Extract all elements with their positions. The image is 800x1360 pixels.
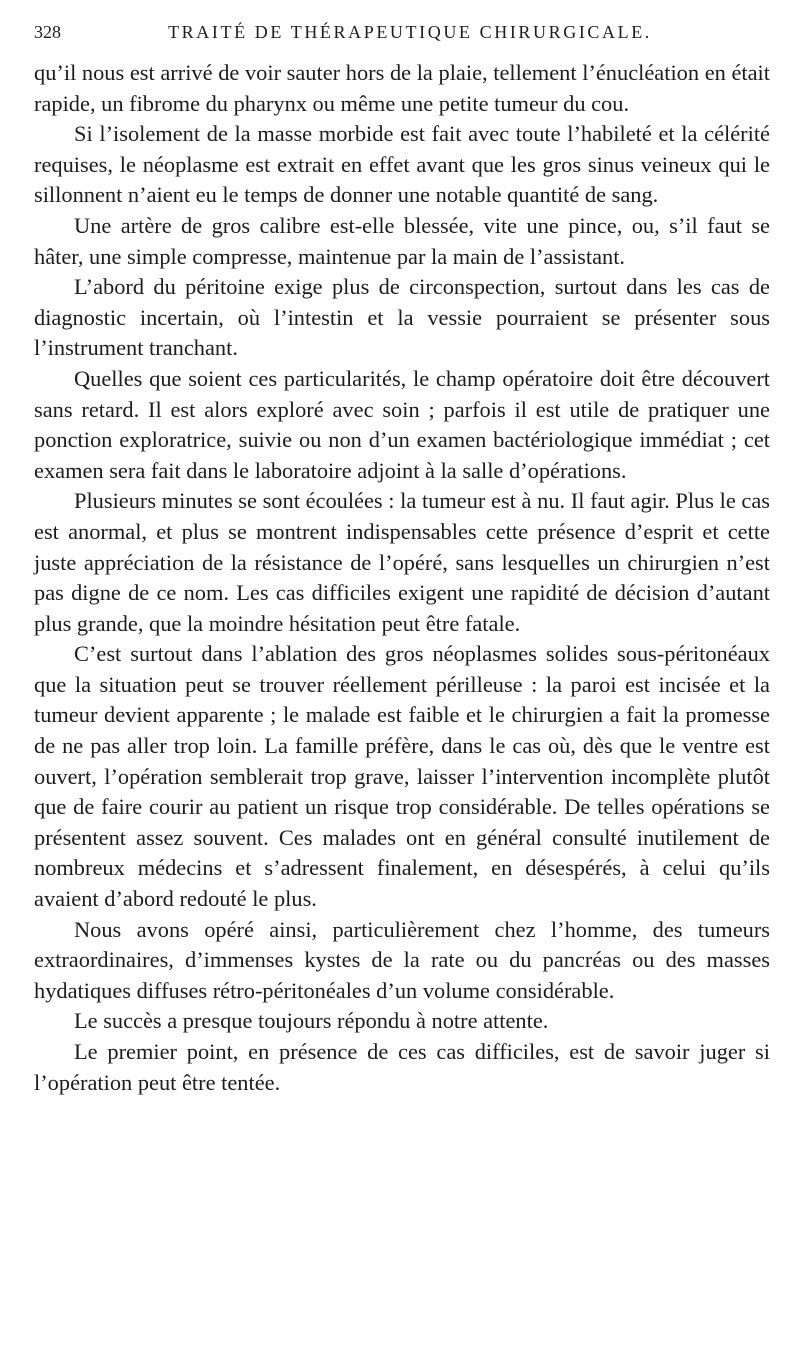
body-text	[34, 58, 770, 1098]
paragraph-continued: qu’il nous est arrivé de voir sauter hors de la plaie, tellement l’énucléation en était rapide, un fibrome du pharynx ou même une petite tumeur du cou.	[34, 60, 770, 116]
paragraph: Le succès a presque toujours répondu à notre attente.	[74, 1008, 549, 1034]
paragraph: Le premier point, en présence de ces cas difficiles, est de savoir juger si l’opération peut être tentée.	[34, 1039, 770, 1095]
paragraph: Nous avons opéré ainsi, particulièrement chez l’homme, des tumeurs extraordinaires, d’immenses kystes de la rate ou du pancréas ou des masses hydatiques diffuses rétro-péritonéales d’un volume considérable.	[34, 916, 770, 1003]
page-number: 328	[34, 22, 61, 42]
paragraph: L’abord du péritoine exige plus de circonspection, surtout dans les cas de diagnostic incertain, où l’intestin et la vessie pourraient se présenter sous l’instrument tranchant.	[34, 274, 770, 361]
running-title: TRAITÉ DE THÉRAPEUTIQUE CHIRURGICALE.	[168, 22, 652, 42]
paragraph: Plusieurs minutes se sont écoulées : la tumeur est à nu. Il faut agir. Plus le cas est anormal, et plus se montrent indispensables cette présence d’esprit et cette juste appréciation de la résistance de l’opéré, sans lesquelles un chirurgien n’est pas digne de ce nom. Les cas difficiles exigent une rapidité de décision d’autant plus grande, que la moindre hésitation peut être fatale.	[34, 488, 770, 636]
paragraph: Si l’isolement de la masse morbide est fait avec toute l’habileté et la célérité requises, le néoplasme est extrait en effet avant que les gros sinus veineux qui le sillonnent n’aient eu le temps de donner une notable quantité de sang.	[34, 121, 770, 208]
page-header	[34, 22, 770, 58]
paragraph: Une artère de gros calibre est-elle blessée, vite une pince, ou, s’il faut se hâter, une simple compresse, maintenue par la main de l’assistant.	[34, 212, 770, 269]
paragraph: Quelles que soient ces particularités, le champ opératoire doit être découvert sans retard. Il est alors exploré avec soin ; parfois il est utile de pratiquer une ponction exploratrice, suivie ou non d’un examen bactériologique immédiat ; cet examen sera fait dans le laboratoire adjoint à la salle d’opérations.	[34, 365, 770, 483]
paragraph: C’est surtout dans l’ablation des gros néoplasmes solides sous-péritonéaux que la situation peut se trouver réellement périlleuse : la paroi est incisée et la tumeur devient apparente ; le malade est faible et le chirurgien a fait la promesse de ne pas aller trop loin. La famille préfère, dans le cas où, dès que le ventre est ouvert, l’opération semblerait trop grave, laisser l’intervention incomplète plutôt que de faire courir au patient un risque trop considérable. De telles opérations se présentent assez souvent. Ces malades ont en général consulté inutilement de nombreux médecins et s’adressent finalement, en désespérés, à celui qu’ils avaient d’abord redouté le plus.	[34, 641, 770, 912]
book-page	[34, 22, 770, 1098]
